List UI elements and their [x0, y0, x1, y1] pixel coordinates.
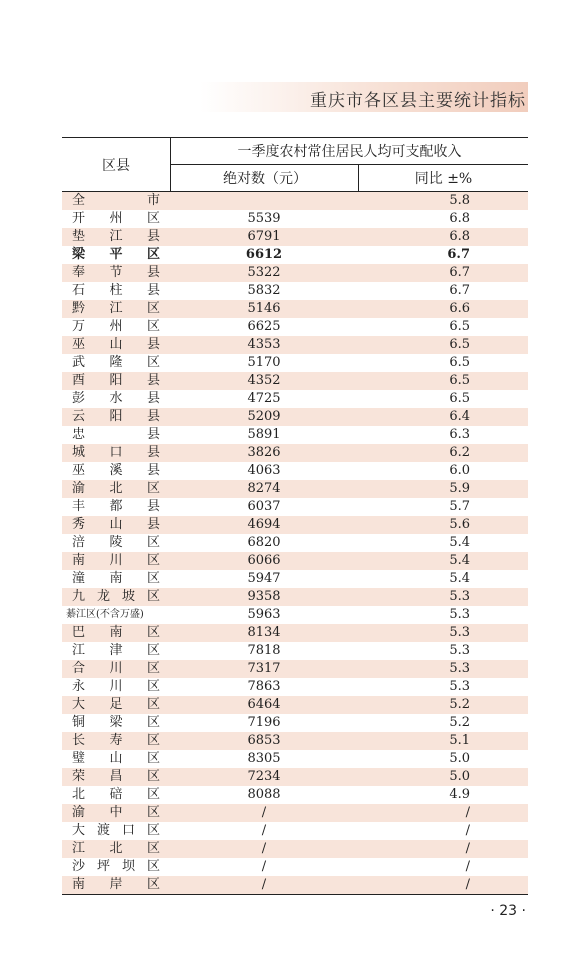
- yoy-value: 5.3: [449, 625, 470, 640]
- county-name: 铜 梁 区: [72, 715, 160, 730]
- county-name: 云 阳 县: [72, 409, 160, 424]
- county-name: 彭 水 县: [72, 391, 160, 406]
- page-number: · 23 ·: [490, 903, 526, 919]
- yoy-value: /: [465, 823, 470, 838]
- yoy-value: 5.0: [449, 751, 470, 766]
- table-header: [62, 137, 528, 192]
- stats-table: [62, 137, 528, 895]
- absolute-value: 8088: [247, 787, 281, 802]
- county-name: 大 渡 口 区: [72, 823, 160, 838]
- table-row: [62, 822, 528, 840]
- yoy-value: 5.4: [449, 571, 470, 586]
- table-row: [62, 642, 528, 660]
- county-name: 巫 溪 县: [72, 463, 160, 478]
- yoy-value: 6.4: [449, 409, 470, 424]
- absolute-value: /: [261, 841, 267, 856]
- absolute-value: 5891: [247, 427, 281, 442]
- county-name: 合 川 区: [72, 661, 160, 676]
- table-row: [62, 372, 528, 390]
- yoy-value: 5.4: [449, 553, 470, 568]
- absolute-value: 6853: [247, 733, 281, 748]
- absolute-value: 4063: [247, 463, 281, 478]
- header-yoy: 同比 ±%: [358, 165, 528, 191]
- yoy-value: 5.0: [449, 769, 470, 784]
- absolute-value: 4352: [247, 373, 281, 388]
- absolute-value: 5322: [247, 265, 281, 280]
- absolute-value: 5947: [247, 571, 281, 586]
- county-name: 巴 南 区: [72, 625, 160, 640]
- table-row: [62, 426, 528, 444]
- yoy-value: 6.0: [449, 463, 470, 478]
- table-row: [62, 696, 528, 714]
- table-row: [62, 732, 528, 750]
- table-row: [62, 480, 528, 498]
- county-name: 梁 平 区: [72, 247, 160, 262]
- absolute-value: 8274: [247, 481, 281, 496]
- county-name: 沙 坪 坝 区: [72, 859, 160, 874]
- yoy-value: 6.7: [449, 265, 470, 280]
- table-row: [62, 210, 528, 228]
- table-row: [62, 552, 528, 570]
- table-row: [62, 498, 528, 516]
- table-row: [62, 660, 528, 678]
- absolute-value: 6791: [247, 229, 281, 244]
- county-name: 全 市: [72, 193, 160, 208]
- absolute-value: /: [261, 877, 267, 892]
- table-row: [62, 444, 528, 462]
- county-name: 酉 阳 县: [72, 373, 160, 388]
- absolute-value: 7196: [247, 715, 281, 730]
- table-row: [62, 318, 528, 336]
- absolute-value: 6820: [247, 535, 281, 550]
- absolute-value: 5209: [247, 409, 281, 424]
- header-county: 区县: [102, 157, 130, 174]
- header-income: 一季度农村常住居民人均可支配收入: [170, 138, 528, 165]
- absolute-value: 8134: [247, 625, 281, 640]
- absolute-value: 6625: [247, 319, 281, 334]
- table-row: [62, 300, 528, 318]
- yoy-value: 5.8: [449, 193, 470, 208]
- table-row: [62, 534, 528, 552]
- county-name: 綦江区(不含万盛): [66, 609, 144, 620]
- absolute-value: 6037: [247, 499, 281, 514]
- county-name: 奉 节 县: [72, 265, 160, 280]
- table-row: [62, 354, 528, 372]
- page-title: 重庆市各区县主要统计指标: [310, 91, 526, 111]
- absolute-value: 5170: [247, 355, 281, 370]
- yoy-value: 5.3: [449, 607, 470, 622]
- absolute-value: 7863: [247, 679, 281, 694]
- yoy-value: 6.5: [449, 337, 470, 352]
- county-name: 黔 江 区: [72, 301, 160, 316]
- absolute-value: 5146: [247, 301, 281, 316]
- absolute-value: 5832: [247, 283, 281, 298]
- table-row: [62, 264, 528, 282]
- yoy-value: 5.3: [449, 679, 470, 694]
- table-row: [62, 588, 528, 606]
- county-name: 城 口 县: [72, 445, 160, 460]
- yoy-value: 5.3: [449, 661, 470, 676]
- table-row: [62, 786, 528, 804]
- absolute-value: 4725: [247, 391, 281, 406]
- absolute-value: 6066: [247, 553, 281, 568]
- yoy-value: 6.8: [449, 229, 470, 244]
- county-name: 长 寿 区: [72, 733, 160, 748]
- yoy-value: 6.5: [449, 355, 470, 370]
- county-name: 巫 山 县: [72, 337, 160, 352]
- table-row: [62, 876, 528, 894]
- county-name: 丰 都 县: [72, 499, 160, 514]
- absolute-value: 4353: [247, 337, 281, 352]
- yoy-value: 5.3: [449, 589, 470, 604]
- table-row: [62, 246, 528, 264]
- table-row: [62, 606, 528, 624]
- yoy-value: 6.7: [449, 283, 470, 298]
- table-row: [62, 858, 528, 876]
- yoy-value: 6.3: [449, 427, 470, 442]
- yoy-value: 6.5: [449, 373, 470, 388]
- table-row: [62, 678, 528, 696]
- county-name: 永 川 区: [72, 679, 160, 694]
- table-row: [62, 228, 528, 246]
- absolute-value: /: [261, 823, 267, 838]
- yoy-value: 6.8: [449, 211, 470, 226]
- table-row: [62, 282, 528, 300]
- yoy-value: 5.9: [449, 481, 470, 496]
- table-row: [62, 408, 528, 426]
- header-absolute: 绝对数（元）: [170, 165, 359, 191]
- county-name: 潼 南 区: [72, 571, 160, 586]
- county-name: 荣 昌 区: [72, 769, 160, 784]
- county-name: 璧 山 区: [72, 751, 160, 766]
- county-name: 秀 山 县: [72, 517, 160, 532]
- county-name: 北 碚 区: [72, 787, 160, 802]
- county-name: 万 州 区: [72, 319, 160, 334]
- table-row: [62, 804, 528, 822]
- table-row: [62, 624, 528, 642]
- table-row: [62, 462, 528, 480]
- county-name: 九 龙 坡 区: [72, 589, 160, 604]
- absolute-value: 5539: [247, 211, 281, 226]
- yoy-value: /: [465, 859, 470, 874]
- absolute-value: 7818: [247, 643, 281, 658]
- yoy-value: 6.6: [449, 301, 470, 316]
- county-name: 渝 中 区: [72, 805, 160, 820]
- absolute-value: 9358: [247, 589, 281, 604]
- absolute-value: /: [261, 859, 267, 874]
- yoy-value: /: [465, 877, 470, 892]
- yoy-value: 5.2: [449, 715, 470, 730]
- table-row: [62, 570, 528, 588]
- yoy-value: 5.1: [449, 733, 470, 748]
- county-name: 南 川 区: [72, 553, 160, 568]
- yoy-value: /: [465, 805, 470, 820]
- absolute-value: 7317: [247, 661, 281, 676]
- county-name: 垫 江 县: [72, 229, 160, 244]
- yoy-value: 5.7: [449, 499, 470, 514]
- absolute-value: 6612: [245, 247, 283, 262]
- table-row: [62, 840, 528, 858]
- table-row: [62, 516, 528, 534]
- yoy-value: 5.2: [449, 697, 470, 712]
- yoy-value: 6.7: [447, 247, 470, 262]
- absolute-value: 3826: [247, 445, 281, 460]
- table-row: [62, 714, 528, 732]
- county-name: 江 北 区: [72, 841, 160, 856]
- county-name: 石 柱 县: [72, 283, 160, 298]
- yoy-value: 6.2: [449, 445, 470, 460]
- table-row: [62, 192, 528, 210]
- yoy-value: /: [465, 841, 470, 856]
- absolute-value: 6464: [247, 697, 281, 712]
- table-row: [62, 336, 528, 354]
- county-name: 江 津 区: [72, 643, 160, 658]
- county-name: 武 隆 区: [72, 355, 160, 370]
- yoy-value: 4.9: [449, 787, 470, 802]
- county-name: 渝 北 区: [72, 481, 160, 496]
- absolute-value: 8305: [247, 751, 281, 766]
- yoy-value: 5.6: [449, 517, 470, 532]
- absolute-value: 7234: [247, 769, 281, 784]
- county-name: 南 岸 区: [72, 877, 160, 892]
- yoy-value: 6.5: [449, 319, 470, 334]
- county-name: 开 州 区: [72, 211, 160, 226]
- table-row: [62, 390, 528, 408]
- absolute-value: 4694: [247, 517, 281, 532]
- yoy-value: 5.3: [449, 643, 470, 658]
- yoy-value: 6.5: [449, 391, 470, 406]
- table-body: [62, 192, 528, 895]
- county-name: 涪 陵 区: [72, 535, 160, 550]
- absolute-value: /: [261, 805, 267, 820]
- table-row: [62, 750, 528, 768]
- county-name: 忠 县: [72, 427, 160, 442]
- table-row: [62, 768, 528, 786]
- county-name: 大 足 区: [72, 697, 160, 712]
- yoy-value: 5.4: [449, 535, 470, 550]
- absolute-value: 5963: [247, 607, 281, 622]
